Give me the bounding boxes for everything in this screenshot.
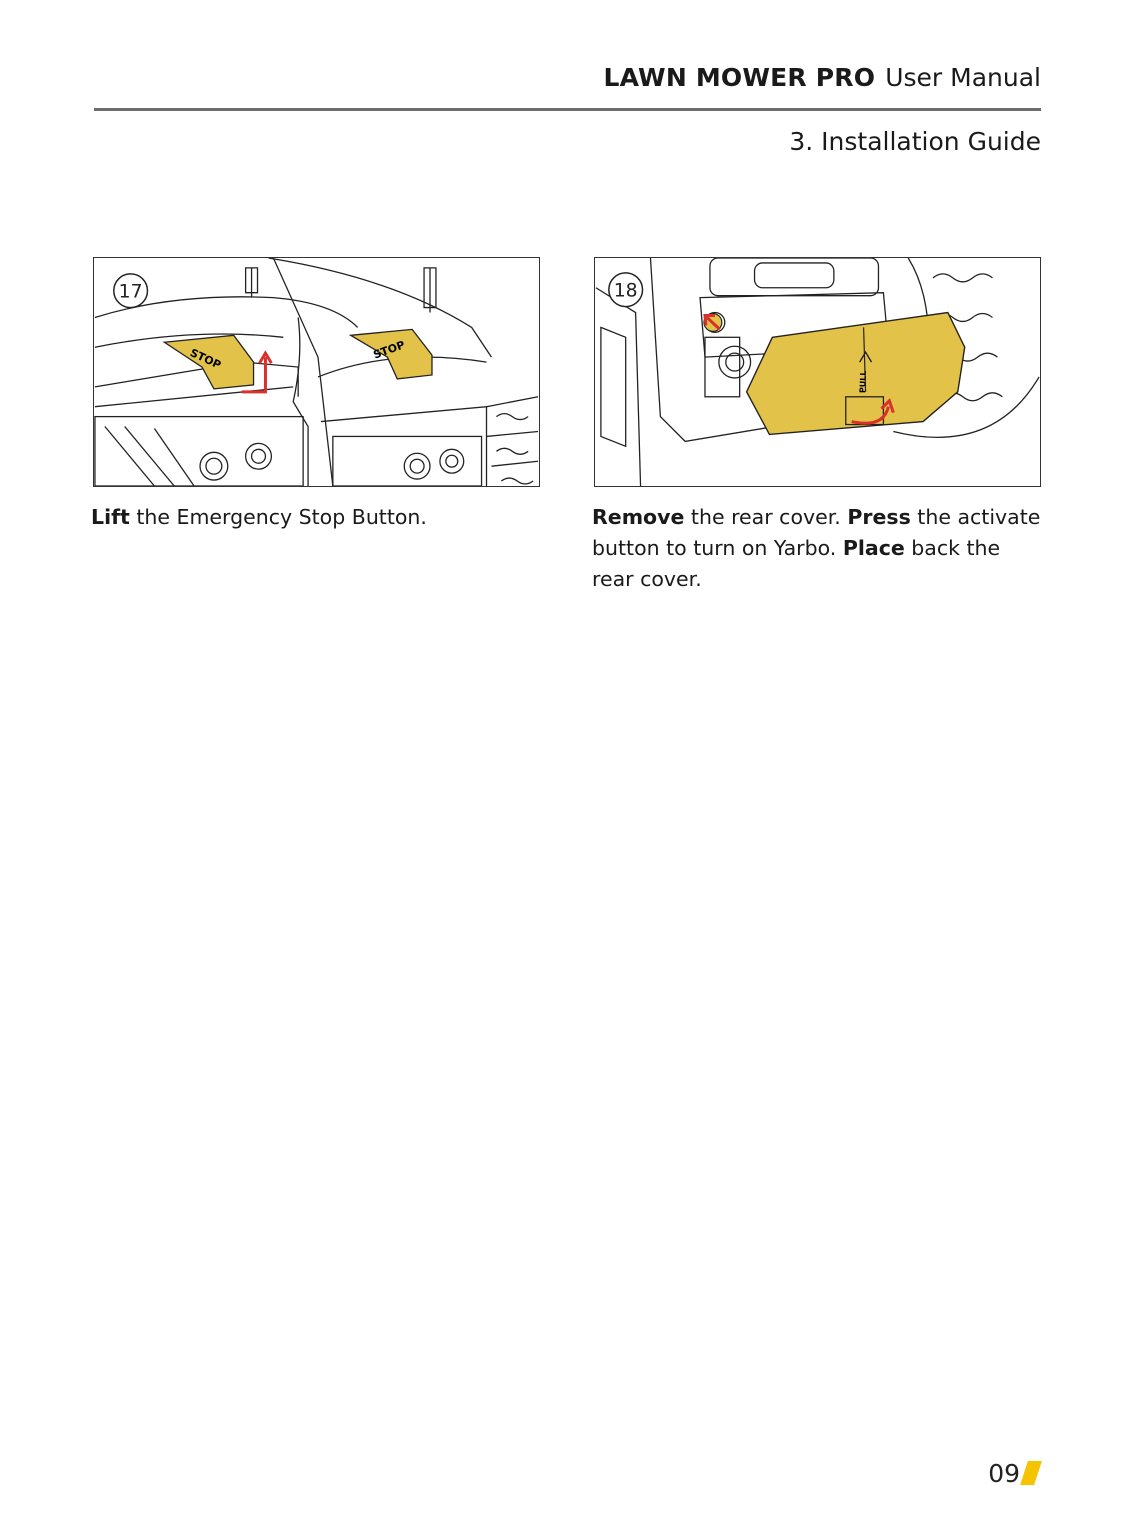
caption-text: back the rear cover.	[592, 536, 1001, 591]
caption-text: the Emergency Stop Button.	[129, 505, 427, 529]
caption-text: the rear cover.	[684, 505, 848, 529]
caption-verb: Lift	[91, 505, 130, 529]
step-18-caption	[592, 502, 1042, 595]
caption-text: the activate button to turn on Yarbo.	[592, 505, 1041, 560]
step-17-caption	[91, 502, 551, 533]
header-divider	[94, 108, 1041, 111]
caption-verb: Press	[847, 505, 911, 529]
page-number: 09	[988, 1459, 1020, 1488]
step-17-illustration	[93, 257, 540, 487]
step-18-illustration	[594, 257, 1041, 487]
brand-name: LAWN MOWER PRO	[603, 63, 876, 92]
manual-title: User Manual	[885, 63, 1041, 92]
caption-verb: Remove	[592, 505, 685, 529]
pull-label: PULL	[858, 370, 868, 394]
page-accent-bar	[1020, 1461, 1042, 1485]
step-number-17: 17	[118, 281, 143, 303]
page-header	[603, 60, 1041, 96]
stop-label-right: STOP	[371, 338, 407, 362]
section-title: 3. Installation Guide	[789, 127, 1041, 156]
stop-label-left: STOP	[187, 346, 223, 372]
step-number-18: 18	[613, 280, 638, 302]
step-18-drawing	[595, 258, 1040, 486]
step-17-drawing	[94, 258, 539, 486]
caption-verb: Place	[842, 536, 905, 560]
